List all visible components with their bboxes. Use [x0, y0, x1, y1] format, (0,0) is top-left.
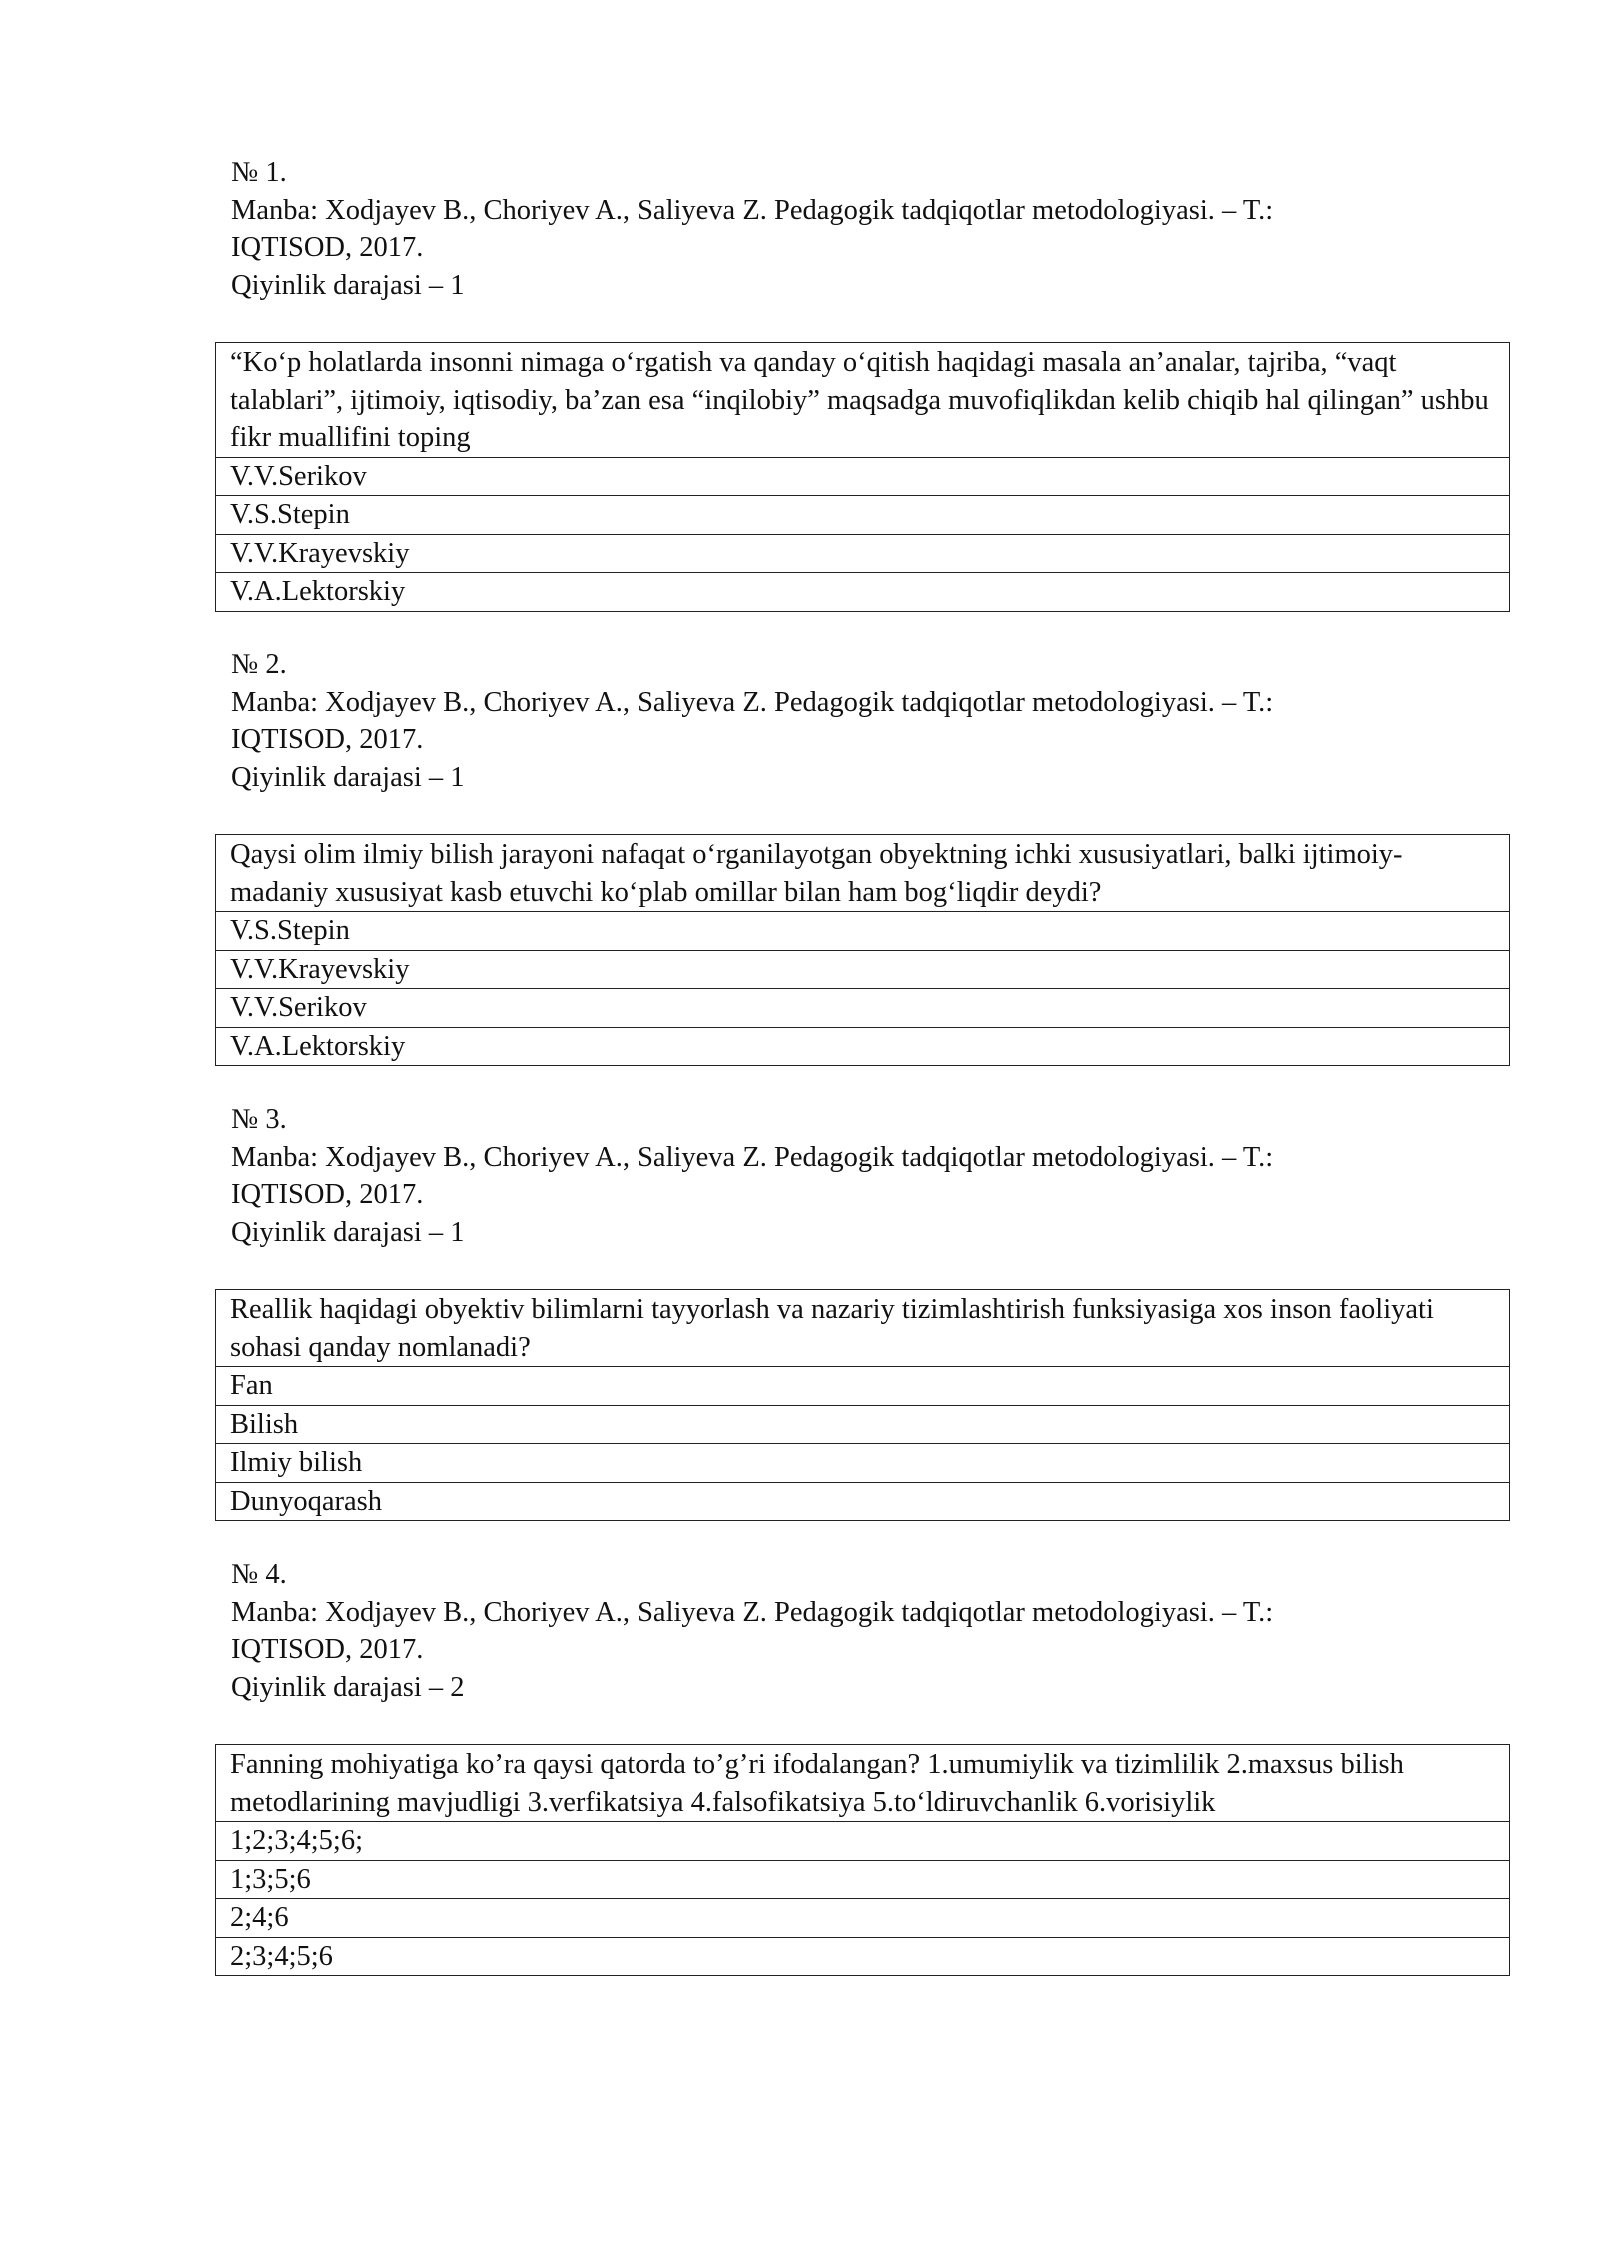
question-number: № 2.	[231, 649, 287, 680]
question-1	[215, 154, 1510, 612]
question-4	[215, 1556, 1510, 1976]
answer-option: V.V.Krayevskiy	[216, 950, 1510, 989]
source-line: IQTISOD, 2017.	[231, 1634, 424, 1665]
question-meta	[215, 154, 1510, 304]
answer-option: V.V.Serikov	[216, 989, 1510, 1028]
answer-option: 2;4;6	[216, 1899, 1510, 1938]
question-table	[215, 834, 1510, 1066]
question-meta	[215, 1101, 1510, 1251]
question-stem: Reallik haqidagi obyektiv bilimlarni tayyorlash va nazariy tizimlashtirish funksiyasiga xos inson faoliyati sohasi qanday nomlanadi?	[216, 1290, 1510, 1367]
answer-option: V.V.Serikov	[216, 457, 1510, 496]
answer-option: Fan	[216, 1367, 1510, 1406]
source-line: Manba: Xodjayev B., Choriyev A., Saliyeva Z. Pedagogik tadqiqotlar metodologiyasi. – T.:	[231, 1141, 1274, 1173]
answer-option: Dunyoqarash	[216, 1482, 1510, 1521]
question-number: № 3.	[231, 1104, 287, 1135]
question-number: № 1.	[231, 157, 287, 188]
question-meta	[215, 1556, 1510, 1706]
answer-option: 1;3;5;6	[216, 1860, 1510, 1899]
difficulty-level: Qiyinlik darajasi – 2	[231, 1671, 465, 1703]
source-line: Manba: Xodjayev B., Choriyev A., Saliyeva Z. Pedagogik tadqiqotlar metodologiyasi. – T.:	[231, 194, 1274, 226]
question-table	[215, 342, 1510, 612]
answer-option: V.V.Krayevskiy	[216, 534, 1510, 573]
question-stem: Fanning mohiyatiga ko’ra qaysi qatorda to’g’ri ifodalangan? 1.umumiylik va tizimlilik 2.maxsus bilish metodlarining mavjudligi 3.verfikatsiya 4.falsofikatsiya 5.to‘ldiruvchanlik 6.vorisiylik	[216, 1745, 1510, 1822]
question-3	[215, 1101, 1510, 1521]
answer-option: V.A.Lektorskiy	[216, 573, 1510, 612]
difficulty-level: Qiyinlik darajasi – 1	[231, 761, 465, 793]
source-line: IQTISOD, 2017.	[231, 1179, 424, 1210]
source-line: Manba: Xodjayev B., Choriyev A., Saliyeva Z. Pedagogik tadqiqotlar metodologiyasi. – T.:	[231, 686, 1274, 718]
difficulty-level: Qiyinlik darajasi – 1	[231, 269, 465, 301]
answer-option: V.S.Stepin	[216, 912, 1510, 951]
question-stem: Qaysi olim ilmiy bilish jarayoni nafaqat o‘rganilayotgan obyektning ichki xususiyatlari, balki ijtimoiy-madaniy xususiyat kasb etuvchi ko‘plab omillar bilan ham bog‘liqdir deydi?	[216, 835, 1510, 912]
source-line: IQTISOD, 2017.	[231, 232, 424, 263]
source-line: IQTISOD, 2017.	[231, 724, 424, 755]
answer-option: 2;3;4;5;6	[216, 1937, 1510, 1976]
question-stem: “Ko‘p holatlarda insonni nimaga o‘rgatish va qanday o‘qitish haqidagi masala an’analar, tajriba, “vaqt talablari”, ijtimoiy, iqtisodiy, ba’zan esa “inqilobiy” maqsadga muvofiqlikdan kelib chiqib hal qilingan” ushbu fikr muallifini toping	[216, 343, 1510, 458]
question-number: № 4.	[231, 1559, 287, 1590]
answer-option: V.S.Stepin	[216, 496, 1510, 535]
question-table	[215, 1744, 1510, 1976]
source-line: Manba: Xodjayev B., Choriyev A., Saliyeva Z. Pedagogik tadqiqotlar metodologiyasi. – T.:	[231, 1596, 1274, 1628]
answer-option: V.A.Lektorskiy	[216, 1027, 1510, 1066]
answer-option: Bilish	[216, 1405, 1510, 1444]
question-2	[215, 646, 1510, 1066]
difficulty-level: Qiyinlik darajasi – 1	[231, 1216, 465, 1248]
answer-option: Ilmiy bilish	[216, 1444, 1510, 1483]
answer-option: 1;2;3;4;5;6;	[216, 1822, 1510, 1861]
question-meta	[215, 646, 1510, 796]
question-table	[215, 1289, 1510, 1521]
